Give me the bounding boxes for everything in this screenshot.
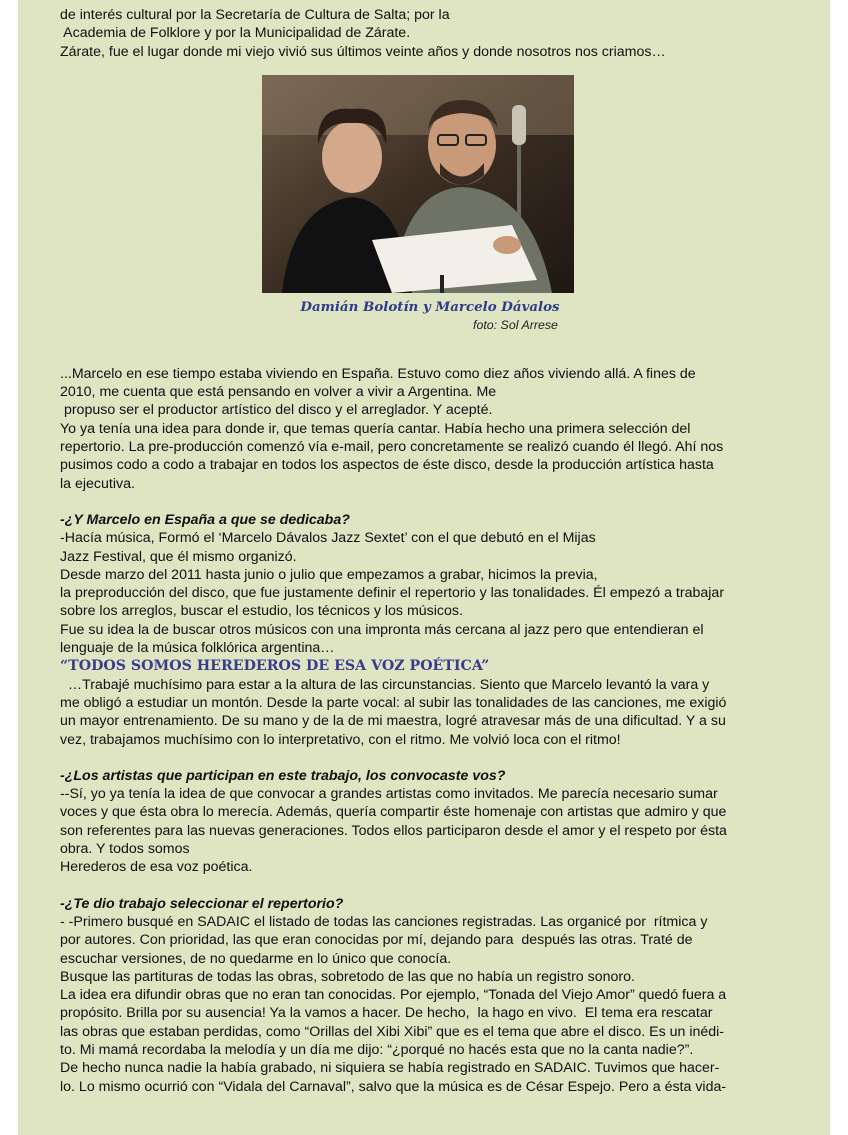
text-line: obra. Y todos somos — [60, 841, 190, 858]
question-2: -¿Los artistas que participan en este trabajo, los convocaste vos? — [60, 767, 506, 784]
text-line: Jazz Festival, que él mismo organizó. — [60, 548, 297, 565]
paragraph-marcelo-spain — [60, 365, 800, 493]
text-line: propuso ser el productor artístico del disco y el arreglador. Y acepté. — [60, 402, 493, 419]
text-line: un mayor entrenamiento. De su mano y de la de mi maestra, logré atravesar más de una dificultad. Y a su — [60, 713, 726, 730]
text-line: Herederos de esa voz poética. — [60, 859, 253, 876]
text-line: Fue su idea la de buscar otros músicos con una impronta más cercana al jazz pero que entendieran el — [60, 621, 704, 638]
text-line: por autores. Con prioridad, las que eran conocidas por mí, dejando para después las otras. Traté de — [60, 932, 693, 949]
photo-caption: Damián Bolotín y Marcelo Dávalos — [300, 298, 560, 315]
text-line: sobre los arreglos, buscar el estudio, los técnicos y los músicos. — [60, 603, 463, 620]
section-heading: “TODOS SOMOS HEREDEROS DE ESA VOZ POÉTICA” — [60, 658, 490, 675]
article-body — [60, 6, 800, 1096]
text-line: to. Mi mamá recordaba la melodía y un día me dijo: “¿porqué no hacés esta que no la canta nadie?”. — [60, 1041, 694, 1058]
text-line: La idea era difundir obras que no eran tan conocidas. Por ejemplo, “Tonada del Viejo Amor” quedó fuera a — [60, 987, 727, 1004]
text-line: Yo ya tenía una idea para donde ir, que temas quería cantar. Había hecho una primera selección del — [60, 420, 691, 437]
text-line: …Trabajé muchísimo para estar a la altura de las circunstancias. Siento que Marcelo levantó la vara y — [60, 676, 710, 693]
photo-figure — [60, 75, 800, 365]
intro-paragraph — [60, 6, 800, 61]
text-line: lo. Lo mismo ocurrió con “Vidala del Carnaval”, salvo que la música es de César Espejo. Pero a ésta vida- — [60, 1078, 727, 1095]
text-line: propósito. Brilla por su ausencia! Ya la vamos a hacer. De hecho, la hago en vivo. El tema era rescatar — [60, 1005, 713, 1022]
text-line: 2010, me cuenta que está pensando en volver a vivir a Argentina. Me — [60, 384, 497, 401]
answer-1 — [60, 529, 800, 657]
photo-musicians — [262, 75, 574, 293]
text-line: de interés cultural por la Secretaría de Cultura de Salta; por la — [60, 7, 450, 23]
text-line: ...Marcelo en ese tiempo estaba viviendo en España. Estuvo como diez años viviendo allá. A fines de — [60, 365, 696, 382]
question-3: -¿Te dio trabajo seleccionar el repertorio? — [60, 895, 344, 912]
question-1: -¿Y Marcelo en España a que se dedicaba? — [60, 511, 350, 528]
text-line: lenguaje de la música folklórica argentina… — [60, 640, 335, 657]
text-line: vez, trabajamos muchísimo con lo interpretativo, con el ritmo. Me volvió loca con el ritmo! — [60, 731, 621, 748]
text-line: - -Primero busqué en SADAIC el listado de todas las canciones registradas. Las organicé por rítmica y — [60, 913, 708, 930]
text-line: voces y que ésta obra lo merecía. Además, quería compartir éste homenaje con artistas que admiro y que — [60, 804, 727, 821]
answer-2 — [60, 785, 800, 876]
text-line: son referentes para las nuevas generaciones. Todos ellos participaron desde el amor y el respeto por ésta — [60, 822, 727, 839]
text-line: --Sí, yo ya tenía la idea de que convocar a grandes artistas como invitados. Me parecía necesario sumar — [60, 786, 718, 803]
text-line: me obligó a estudiar un montón. Desde la parte vocal: al subir las tonalidades de las canciones, me exigió — [60, 694, 727, 711]
text-line: De hecho nunca nadie la había grabado, ni siquiera se había registrado en SADAIC. Tuvimos que hacer- — [60, 1060, 720, 1077]
text-line: la preproducción del disco, que fue justamente definir el repertorio y las tonalidades. Él empezó a trabajar — [60, 585, 725, 602]
page — [18, 0, 830, 1135]
text-line: la ejecutiva. — [60, 475, 135, 492]
text-line: Zárate, fue el lugar donde mi viejo vivió sus últimos veinte años y donde nosotros nos criamos… — [60, 43, 666, 60]
text-line: pusimos codo a codo a trabajar en todos los aspectos de éste disco, desde la producción artística hasta — [60, 457, 714, 474]
text-line: repertorio. La pre-producción comenzó vía e-mail, pero concretamente se realizó cuando él llegó. Ahí nos — [60, 439, 724, 456]
text-line: Busque las partituras de todas las obras, sobretodo de las que no había un registro sonoro. — [60, 968, 635, 985]
text-line: -Hacía música, Formó el ‘Marcelo Dávalos Jazz Sextet’ con el que debutó en el Mijas — [60, 530, 596, 547]
text-line: las obras que estaban perdidas, como “Orillas del Xibi Xibi” que es el tema que abre el disco. Es un inédi- — [60, 1023, 725, 1040]
text-line: escuchar versiones, de no quedarme en lo único que conocía. — [60, 950, 452, 967]
paragraph-work — [60, 676, 800, 749]
photo-credit: foto: Sol Arrese — [473, 317, 558, 332]
answer-3 — [60, 913, 800, 1096]
text-line: Desde marzo del 2011 hasta junio o julio que empezamos a grabar, hicimos la previa, — [60, 566, 598, 583]
text-line: Academia de Folklore y por la Municipalidad de Zárate. — [60, 25, 411, 42]
